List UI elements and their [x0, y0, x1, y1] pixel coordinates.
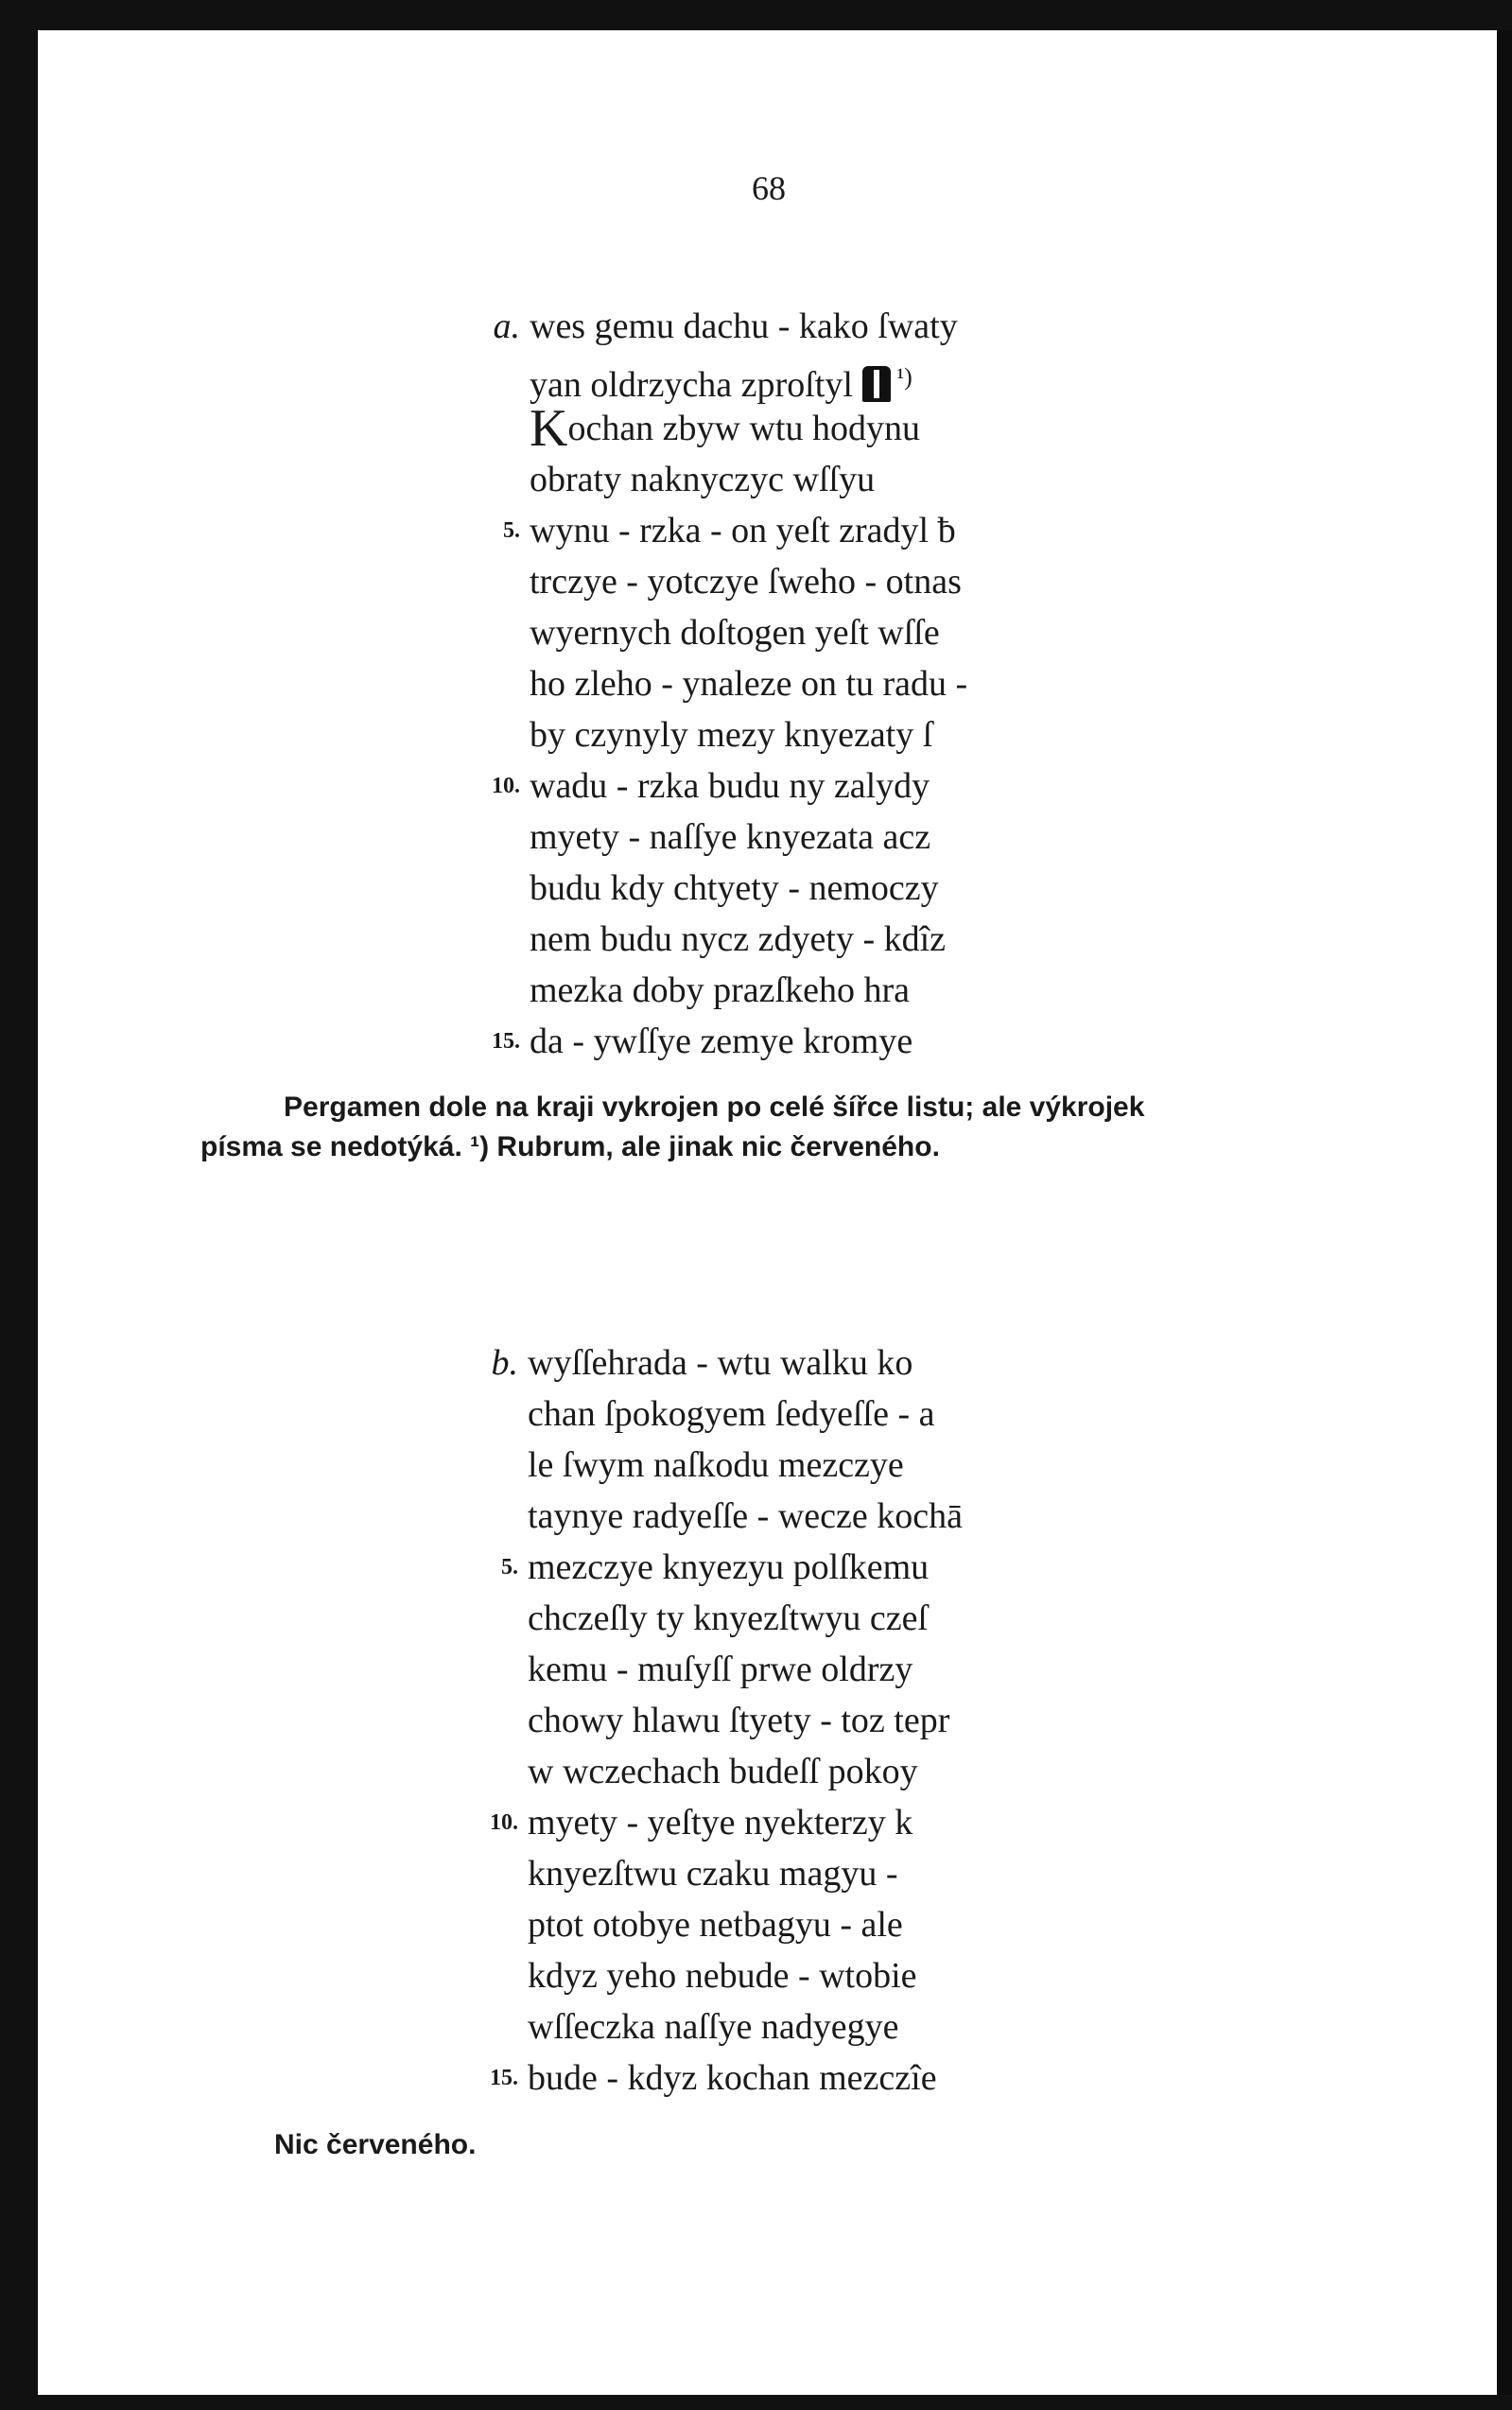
section-a-note-line2: písma se nedotýká. ¹) Rubrum, ale jinak nic červeného. [200, 1131, 940, 1162]
scan-edge [1497, 30, 1512, 2395]
line-text [530, 812, 930, 863]
section-a-note [200, 1088, 1485, 1167]
line-text [528, 1440, 904, 1491]
line-body: myety - naſſye knyezata acz [530, 817, 931, 857]
line-body: wes gemu dachu - kako ſwaty [530, 306, 958, 346]
line-body: wadu - rzka budu ny zalydy [530, 766, 930, 806]
line-body: bude - kdyz kochan mezczîe [528, 2058, 937, 2098]
line-body: kemu - muſyſſ prwe oldrzy [528, 1650, 913, 1689]
line-body: by czynyly mezy knyezaty ſ [530, 715, 933, 755]
section-b-note: Nic červeného. [274, 2129, 477, 2160]
line-text [528, 1388, 935, 1440]
line-text [528, 1593, 928, 1644]
section-a-letter: a. [493, 306, 520, 346]
line-text [528, 1542, 929, 1593]
line-body: kdyz yeho nebude - wtobie [528, 1956, 917, 1996]
line-body: obraty naknyczyc wſſyu [530, 460, 876, 499]
line-body: myety - yeſtye nyekterzy k [528, 1803, 913, 1842]
line-text [530, 556, 962, 607]
line-text [530, 454, 875, 505]
line-body: da - ywſſye zemye kromye [530, 1022, 913, 1061]
line-text [530, 658, 967, 709]
line-body: ptot otobye netbagyu - ale [528, 1905, 903, 1945]
line-text [530, 505, 956, 556]
line-text [530, 1016, 912, 1067]
line-body: ho zleho - ynaleze on tu radu - [530, 664, 968, 704]
line-text [530, 399, 920, 458]
line-number: 10. [490, 1810, 518, 1835]
line-number: 10. [492, 774, 520, 798]
line-text [530, 914, 946, 965]
line-body: chczeſly ty knyezſtwyu czeſ [528, 1598, 929, 1638]
line-body: ochan zbyw wtu hodynu [567, 409, 920, 448]
page-number: 68 [752, 169, 786, 207]
line-body: knyezſtwu czaku magyu - [528, 1854, 898, 1894]
line-body: mezka doby prazſkeho hra [530, 970, 910, 1010]
line-text [530, 709, 932, 760]
line-body: wynu - rzka - on yeſt zradyl ƀ [530, 511, 956, 550]
line-number: 5. [501, 1555, 518, 1580]
line-number: 15. [490, 2066, 518, 2090]
line-text [528, 2001, 898, 2052]
line-text [530, 965, 910, 1016]
line-text [530, 301, 958, 352]
line-body: budu kdy chtyety - nemoczy [530, 868, 939, 908]
section-a-note-line1: Pergamen dole na kraji vykrojen po celé šířce listu; ale výkrojek [284, 1091, 1145, 1123]
footnote-marker: ¹) [890, 363, 912, 391]
line-body: taynye radyeſſe - wecze kochā [528, 1496, 963, 1536]
line-text [528, 1337, 912, 1388]
line-text [528, 1797, 912, 1848]
section-b-letter: b. [491, 1343, 518, 1383]
line-text [528, 1644, 912, 1695]
line-body: yan oldrzycha zproſtyl [530, 365, 853, 405]
rubric-mark-icon [862, 366, 891, 402]
line-text [528, 1950, 917, 2001]
line-text [530, 863, 939, 914]
line-text [530, 352, 912, 410]
line-body: wyſſehrada - wtu walku ko [528, 1343, 913, 1383]
line-body: wyernych doſtogen yeſt wſſe [530, 613, 940, 653]
line-body: nem budu nycz zdyety - kdîz [530, 919, 947, 959]
line-body: wſſeczka naſſye nadyegye [528, 2007, 899, 2047]
line-number: 15. [492, 1029, 520, 1054]
line-body: w wczechach budeſſ pokoy [528, 1752, 918, 1791]
drop-initial: K [530, 399, 568, 458]
line-body: chan ſpokogyem ſedyeſſe - a [528, 1394, 935, 1434]
line-text [530, 607, 940, 658]
line-text [528, 1746, 918, 1797]
line-body: chowy hlawu ſtyety - toz tepr [528, 1701, 950, 1740]
line-text [530, 760, 930, 812]
line-body: trczye - yotczye ſweho - otnas [530, 562, 962, 602]
line-body: mezczye knyezyu polſkemu [528, 1547, 930, 1587]
line-text [528, 2052, 937, 2104]
line-text [528, 1848, 897, 1899]
line-text [528, 1899, 903, 1950]
line-number: 5. [503, 518, 520, 543]
line-text [528, 1491, 963, 1542]
line-text [528, 1695, 949, 1746]
line-body: le ſwym naſkodu mezczye [528, 1445, 904, 1485]
